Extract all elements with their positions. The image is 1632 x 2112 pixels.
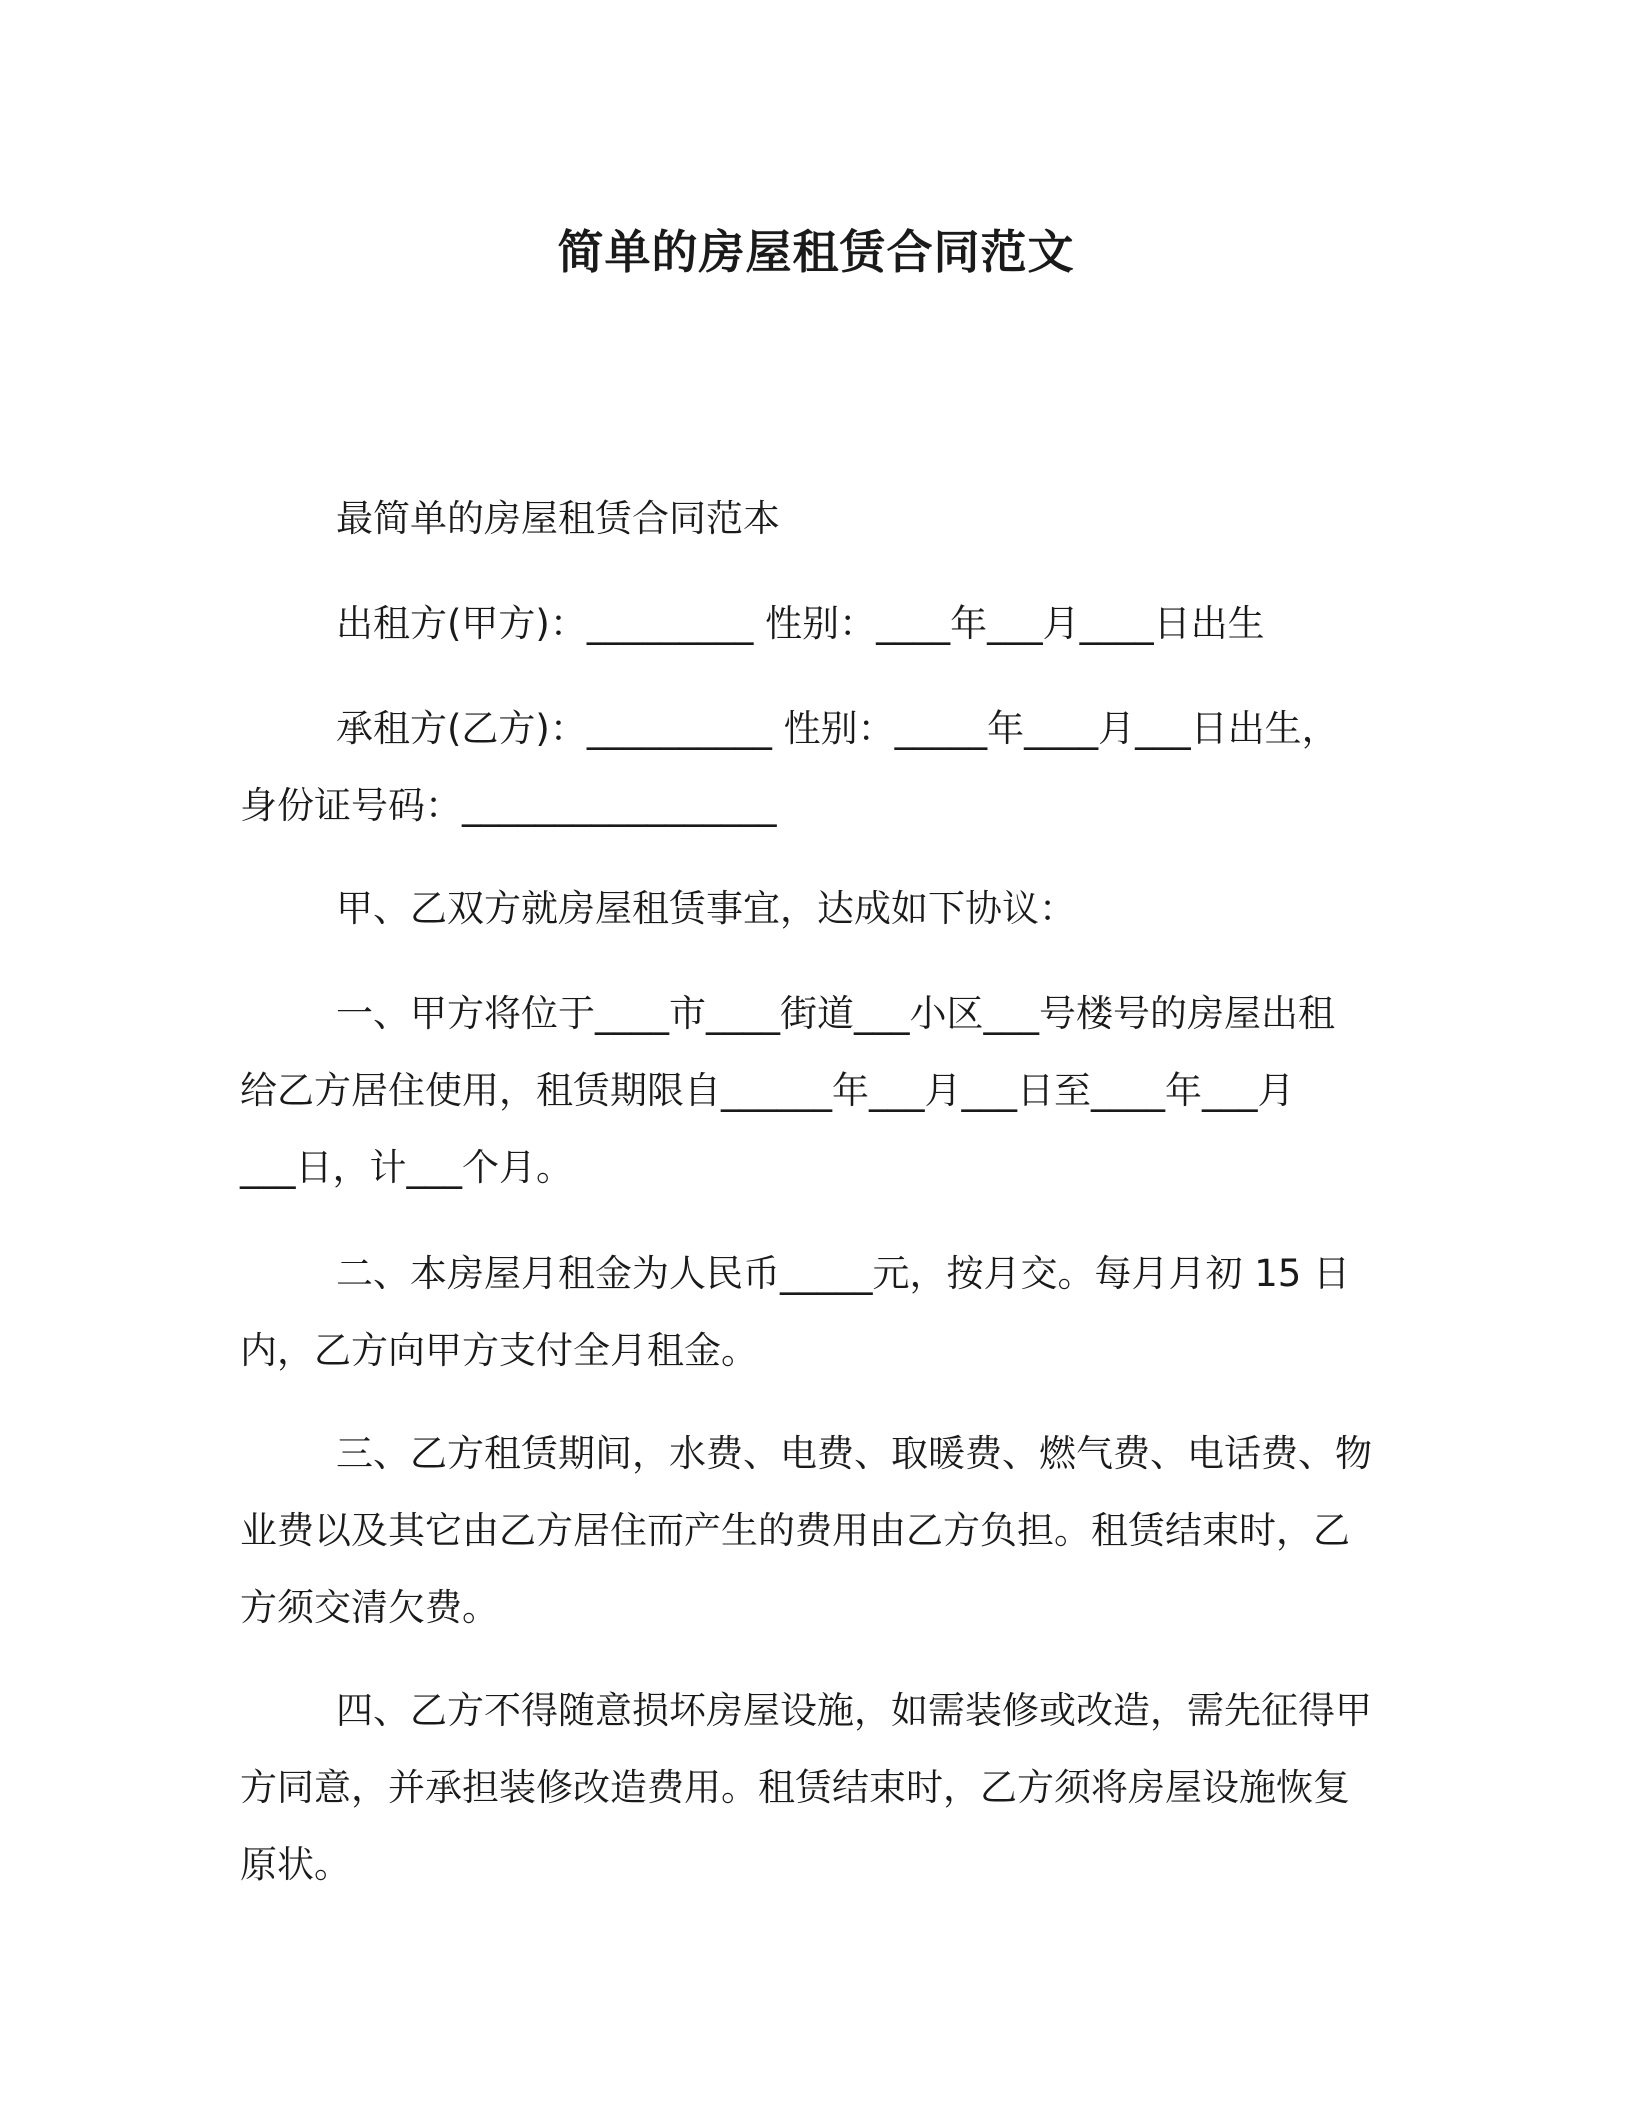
clause-3-line: 方须交清欠费。 [240,1586,499,1629]
clause-2-line: 内，乙方向甲方支付全月租金。 [240,1329,758,1372]
clause-2-line: 二、本房屋月租金为人民币_____元，按月交。每月月初 15 日 [336,1252,1351,1295]
agreement-intro-text: 甲、乙双方就房屋租赁事宜，达成如下协议： [336,887,1076,930]
clause-1-line: 一、甲方将位于____市____街道___小区___号楼号的房屋出租 [336,992,1335,1035]
clause-4-line: 原状。 [240,1843,351,1886]
document-title: 简单的房屋租赁合同范文 [557,225,1075,279]
clause-3 [240,1415,1380,1646]
clause-4-line: 方同意，并承担装修改造费用。租赁结束时，乙方须将房屋设施恢复 [240,1766,1350,1809]
clause-3-line: 业费以及其它由乙方居住而产生的费用由乙方负担。租赁结束时，乙 [240,1509,1350,1552]
clause-1 [240,975,1380,1206]
document-subtitle [240,480,1380,557]
lessee-line-1: 承租方(乙方)：__________ 性别：_____年____月___日出生， [336,707,1339,750]
lessee-info [240,690,1380,844]
agreement-intro [240,870,1380,947]
clause-4-line: 四、乙方不得随意损坏房屋设施，如需装修或改造，需先征得甲 [336,1689,1372,1732]
clause-1-line: ___日，计___个月。 [240,1146,573,1189]
clause-3-line: 三、乙方租赁期间，水费、电费、取暖费、燃气费、电话费、物 [336,1432,1372,1475]
clause-4 [240,1672,1380,1903]
clause-1-line: 给乙方居住使用，租赁期限自______年___月___日至____年___月 [240,1069,1295,1112]
lessor-info [240,585,1380,662]
clause-2 [240,1235,1380,1389]
subtitle-text: 最简单的房屋租赁合同范本 [336,497,780,540]
lessee-line-2: 身份证号码：_________________ [240,784,777,827]
lessor-line: 出租方(甲方)：_________ 性别：____年___月____日出生 [336,602,1265,645]
